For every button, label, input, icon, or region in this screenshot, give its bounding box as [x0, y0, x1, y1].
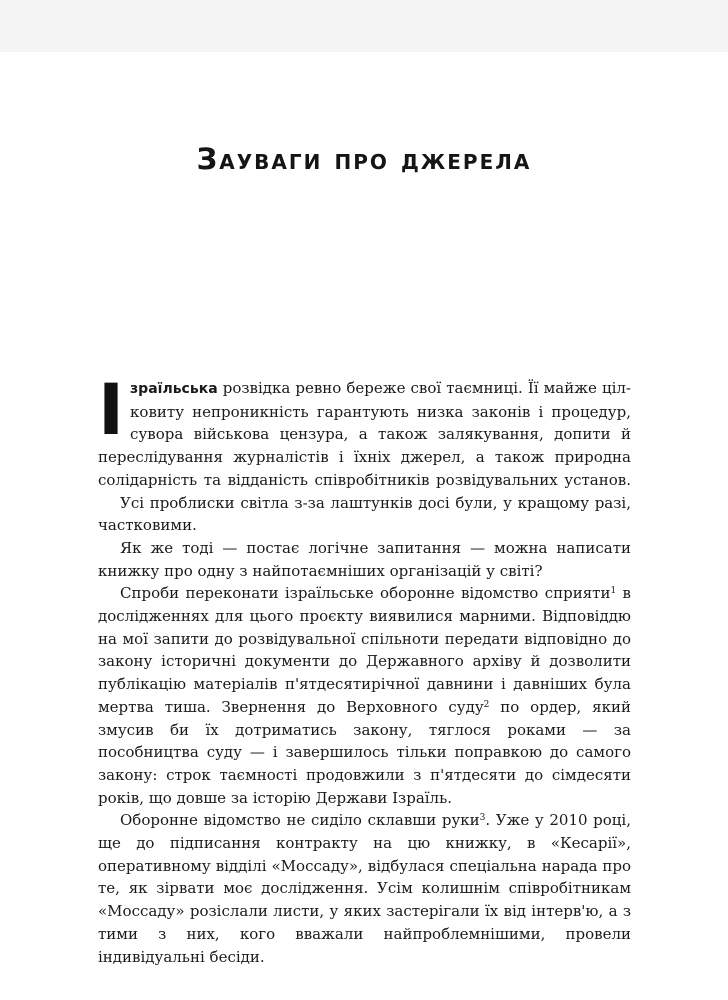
footnote-ref-2[interactable]: 2: [483, 699, 490, 710]
p1-text-2: ковиту непроникність гарантують низка законів і процедур, сувора: [130, 402, 631, 444]
paragraph-5: [98, 809, 631, 968]
footnote-ref-1[interactable]: 1: [610, 586, 617, 597]
top-bar: [0, 0, 728, 52]
p1-text-4: та відданість співробітників розвідувальних установ.: [203, 470, 631, 489]
p4-text-c: по ордер, який змусив би їх дотриматись закону, тяглося роками — за пособництва суду — і завершилось тільки поправкою до самого закону: строк таємності продовжили з п'ятдесяти до сімдесяти років, що довше за історію Держави Ізраїль.: [98, 697, 632, 807]
p5-text-a: Оборонне відомство не сиділо склавши руки: [120, 811, 480, 830]
drop-cap: І: [98, 369, 125, 451]
paragraph-3: Як же тоді — постає логічне запитання — можна написати книжку про одну з найпотаємніших організацій у світі?: [98, 538, 631, 580]
p4-text-a: Спроби переконати ізраїльське оборонне відомство сприяти: [120, 584, 611, 603]
lead-word: зраїльська: [130, 381, 218, 397]
paragraph-2: Усі проблиски світла з-за лаштунків досі були, у кращому разі, частковими.: [98, 493, 631, 535]
p1-text-3: військова цензура, а також залякування, допити й переслідування журналістів і їхніх джерел, а також природна солідарність: [98, 425, 631, 489]
footnote-ref-3[interactable]: 3: [479, 813, 486, 824]
paragraph-4: [98, 582, 631, 809]
p5-text-b: . Уже у 2010 році, ще до підписання контракту на цю книжку, в «Кесарії», оперативному відділі «Моссаду», відбулася спеціальна нарада про те, як зірвати моє дослідження. Усім колишнім співробітникам «Моссаду» розіслали листи, у яких застерігали їх від інтерв'ю, а з тими з них, кого вважали найпроблемнішими, провели індивідуальні бесіди.: [98, 811, 631, 966]
paragraph-1: [98, 369, 631, 492]
p4-text-b: в дослідженнях для цього проєкту виявилися марними. Відповіддю на мої запити до розвідувальної спільноти передати відповідно до закону історичні документи до Державного архіву й дозволити публікацію матеріалів п'ятдесятирічної давнини і давніших була мертва тиша. Звернення до Верховного суду: [98, 584, 632, 716]
body-text: [98, 369, 632, 968]
chapter-title: Зауваги про джерела: [196, 142, 532, 176]
p1-text-1: розвідка ревно береже свої таємниці. Її майже ціл-: [217, 379, 631, 397]
